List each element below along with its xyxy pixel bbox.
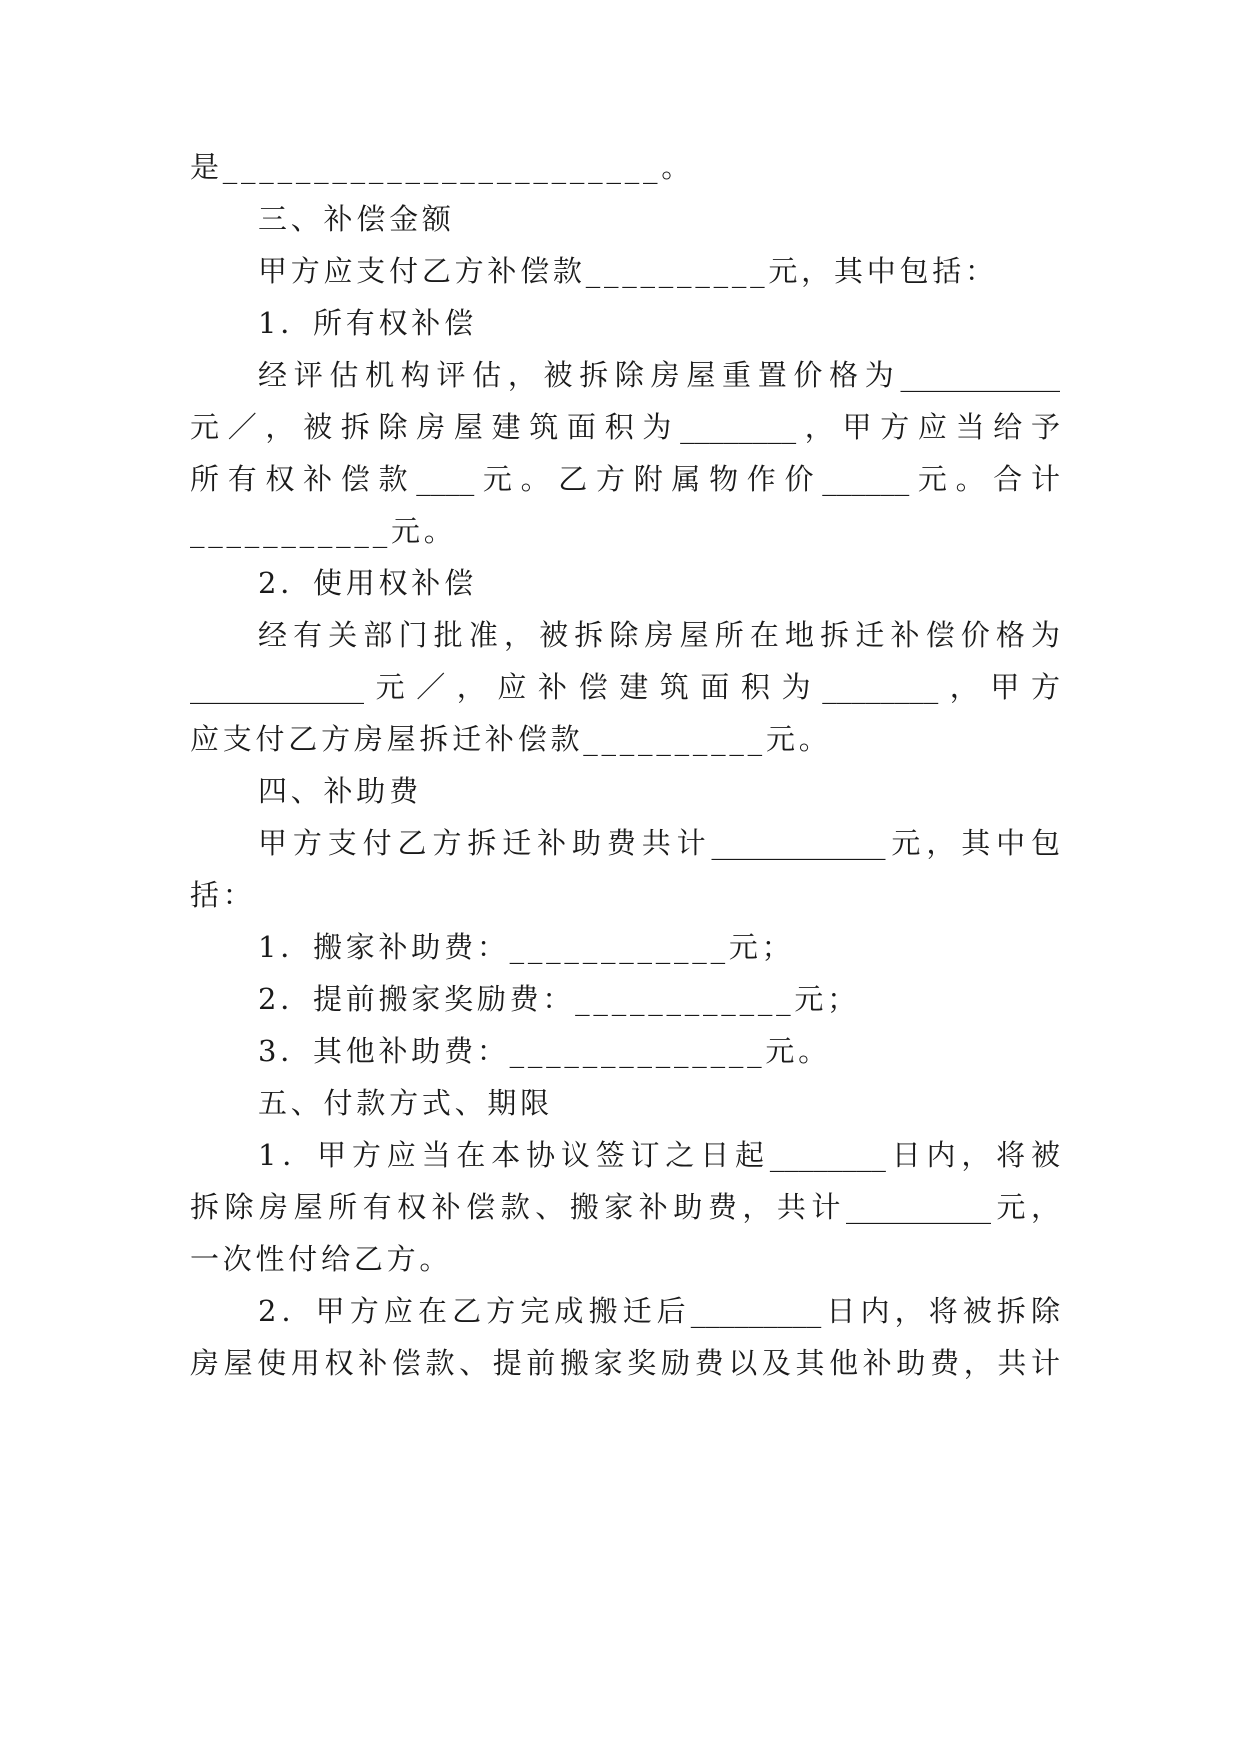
text-line: 1．甲方应当在本协议签订之日起________日内，将被 (258, 1138, 1060, 1172)
text-line: 一次性付给乙方。 (190, 1242, 453, 1276)
text-line: 括： (190, 878, 256, 912)
text-line: ___________元。 (190, 514, 457, 548)
text-line: ____________元／，应补偿建筑面积为________，甲方 (190, 670, 1060, 704)
section-heading: 五、付款方式、期限 (258, 1086, 553, 1120)
list-item: 2．提前搬家奖励费：____________元； (258, 982, 860, 1016)
subsection-heading: 1．所有权补偿 (258, 306, 477, 340)
text-line: 甲方应支付乙方补偿款__________元，其中包括： (258, 254, 998, 288)
list-item: 1．搬家补助费：____________元； (258, 930, 795, 964)
text-line: 所有权补偿款____元。乙方附属物作价______元。合计 (190, 462, 1060, 496)
subsection-heading: 2．使用权补偿 (258, 566, 477, 600)
text-line: 2．甲方应在乙方完成搬迁后_________日内，将被拆除 (258, 1294, 1060, 1328)
text-line: 是________________________。 (190, 150, 695, 184)
text-line: 拆除房屋所有权补偿款、搬家补助费，共计__________元， (190, 1190, 1060, 1224)
text-line: 甲方支付乙方拆迁补助费共计____________元，其中包 (258, 826, 1060, 860)
text-line: 房屋使用权补偿款、提前搬家奖励费以及其他补助费，共计 (190, 1346, 1060, 1380)
text-line: 元／，被拆除房屋建筑面积为________，甲方应当给予 (190, 410, 1060, 444)
text-line: 应支付乙方房屋拆迁补偿款__________元。 (190, 722, 832, 756)
text-line: 经有关部门批准，被拆除房屋所在地拆迁补偿价格为 (258, 618, 1060, 652)
list-item: 3．其他补助费：______________元。 (258, 1034, 831, 1068)
section-heading: 三、补偿金额 (258, 202, 455, 236)
section-heading: 四、补助费 (258, 774, 422, 808)
text-line: 经评估机构评估，被拆除房屋重置价格为___________ (258, 358, 1060, 392)
